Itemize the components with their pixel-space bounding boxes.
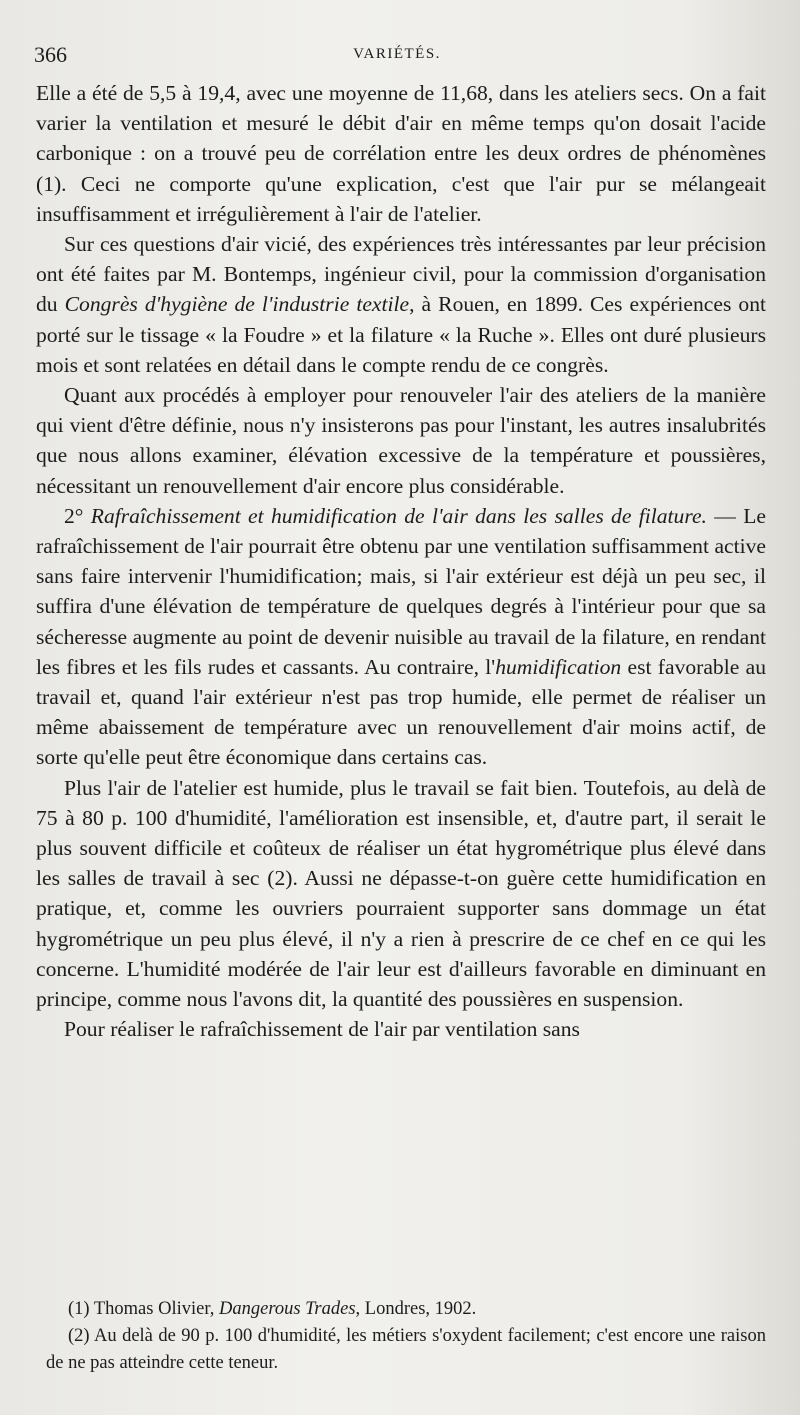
- footnote-1-text-b: , Londres, 1902.: [355, 1299, 477, 1319]
- paragraph-1: Elle a été de 5,5 à 19,4, avec une moyenne de 11,68, dans les ateliers secs. On a fait varier la ventilation et mesuré le débit d'air en même temps qu'on dosait l'acide carbonique : on a trouvé peu de corrélation entre les deux ordres de phénomènes (1). Ceci ne comporte qu'une explication, c'est que l'air pur se mélangeait insuffisamment et irrégulièrement à l'air de l'atelier.: [36, 81, 766, 226]
- section-heading: Rafraîchissement et humidification de l'air dans les salles de filature.: [90, 503, 707, 528]
- footnote-1-title: Dangerous Trades: [219, 1299, 356, 1319]
- paragraph-2: [36, 229, 766, 380]
- page-number: 366: [34, 42, 67, 67]
- paragraph-5: Plus l'air de l'atelier est humide, plus le travail se fait bien. Toutefois, au delà de 75 à 80 p. 100 d'humidité, l'amélioration est insensible, et, d'autre part, il serait le plus souvent difficile et coûteux de réaliser un état hygrométrique plus élevé dans les salles de travail à sec (2). Aussi ne dépasse-t-on guère cette humidification en pratique, et, comme les ouvriers pourraient supporter sans dommage un état hygrométrique un peu plus élevé, il n'y a rien à prescrire de ce chef en ce qui les concerne. L'humidité modérée de l'air leur est d'ailleurs favorable en diminuant en principe, comme nous l'avons dit, la quantité des poussières en suspension.: [36, 775, 766, 1012]
- paragraph-2-text-b: , à Rouen, en 1899. Ces expériences ont porté sur le tissage « la Foudre » et la filature « la Ruche ». Elles ont duré plusieurs mois et sont relatées en détail dans le compte rendu de ce congrès.: [36, 292, 767, 377]
- footnotes: [46, 1296, 766, 1377]
- footnote-1: [46, 1296, 766, 1323]
- paragraph-4: [36, 501, 766, 773]
- paragraph-4-text-a: — Le rafraîchissement de l'air pourrait être obtenu par une ventilation suffisamment active sans faire intervenir l'humidification; mais, si l'air extérieur est déjà un peu sec, il suffira d'une élévation de température de quelques degrés à l'intérieur pour que sa sécheresse augmente au point de devenir nuisible au travail de la filature, en rendant les fibres et les fils rudes et cassants. Au contraire, l': [36, 503, 766, 679]
- footnote-1-text-a: (1) Thomas Olivier,: [68, 1299, 219, 1319]
- footnote-2: (2) Au delà de 90 p. 100 d'humidité, les métiers s'oxydent facilement; c'est encore une raison de ne pas atteindre cette teneur.: [46, 1326, 766, 1373]
- section-number: 2°: [64, 503, 91, 528]
- congress-title: Congrès d'hygiène de l'industrie textile: [64, 292, 410, 317]
- body-text: [36, 78, 766, 1045]
- paragraph-2-text-a: Sur ces questions d'air vicié, des expériences très intéressantes par leur précision ont été faites par M. Bontemps, ingénieur civil, pour la commission d'organisation du: [36, 232, 766, 317]
- page-header: [34, 42, 760, 72]
- humidification-term: humidification: [495, 654, 622, 679]
- paragraph-4-text-b: est favorable au travail et, quand l'air extérieur n'est pas trop humide, elle permet de réaliser un même abaissement de température avec un renouvellement d'air moins actif, de sorte qu'elle peut être économique dans certains cas.: [36, 654, 767, 770]
- running-title: VARIÉTÉS.: [353, 46, 441, 62]
- paragraph-3: Quant aux procédés à employer pour renouveler l'air des ateliers de la manière qui vient d'être définie, nous n'y insisterons pas pour l'instant, les autres insalubrités que nous allons examiner, élévation excessive de la température et poussières, nécessitant un renouvellement d'air encore plus considérable.: [36, 383, 766, 498]
- paragraph-6: Pour réaliser le rafraîchissement de l'air par ventilation sans: [64, 1017, 580, 1042]
